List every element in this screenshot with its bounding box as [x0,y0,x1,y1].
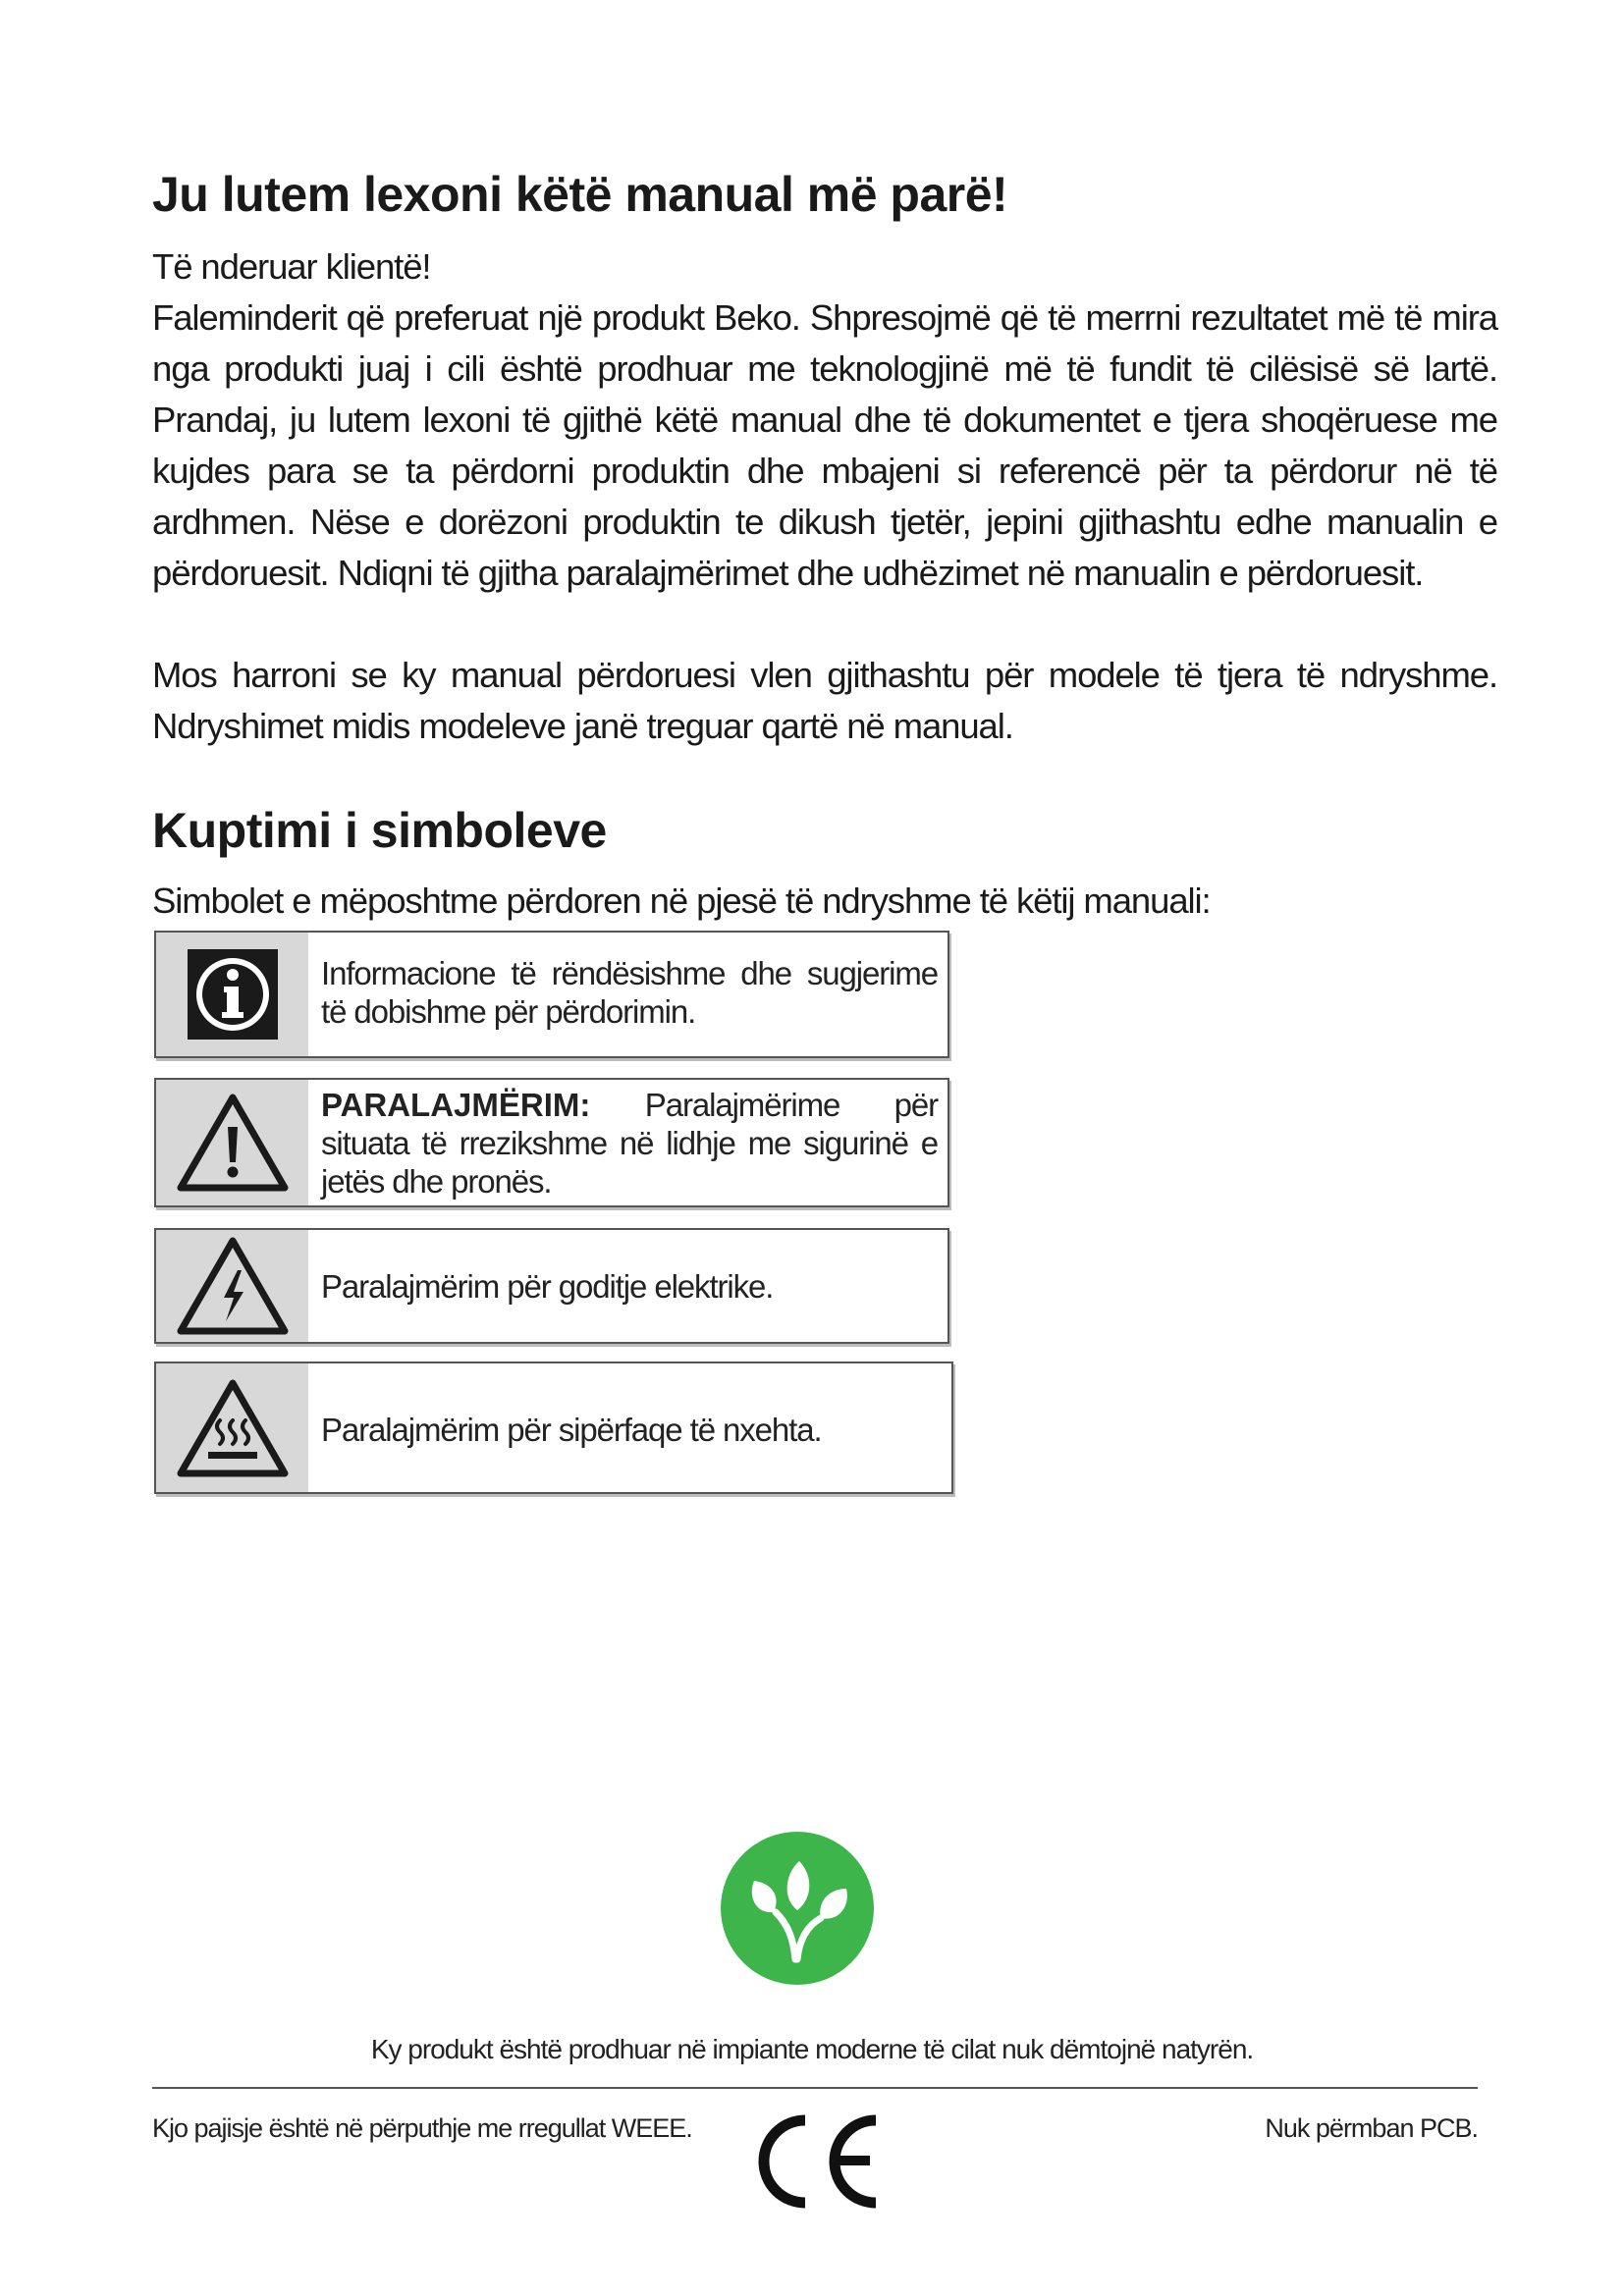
symbol-row-warning [154,1078,949,1207]
electric-shock-icon [175,1235,291,1337]
footer-divider [152,2087,1478,2089]
greeting: Të nderuar klientë! [152,246,431,287]
weee-compliance-note: Kjo pajisje është në përputhje me rregullat WEEE. [152,2113,692,2143]
warning-label: PARALAJMËRIM: [321,1087,591,1123]
symbol-description: Informacione të rëndësishme dhe sugjerime të dobishme për përdorimin. [321,955,938,1030]
eco-leaf-icon [719,1830,876,1987]
ce-mark-icon [744,2110,884,2213]
symbol-row-info [154,931,949,1058]
intro-paragraph: Faleminderit që preferuat një produkt Beko. Shpresojmë që të merrni rezultatet më të mira nga produkti juaj i cili është prodhuar me teknologjinë më të fundit të cilësisë së lartë. Prandaj, ju lutem lexoni të gjithë këtë manual dhe të dokumentet e tjera shoqëruese me kujdes para se ta përdorni produktin dhe mbajeni si referencë për ta përdorur në të ardhmen. Nëse e dorëzoni produktin te dikush tjetër, jepini gjithashtu edhe manualin e përdoruesit. Ndiqni të gjitha paralajmërimet dhe udhëzimet në manualin e përdoruesit. [152,297,1497,593]
symbols-section-intro: Simbolet e mëposhtme përdoren në pjesë të ndryshme të këtij manuali: [152,881,1211,921]
pcb-note: Nuk përmban PCB. [1265,2113,1478,2143]
symbol-row-hot-surface [154,1362,953,1494]
models-note-paragraph: Mos harroni se ky manual përdoruesi vlen gjithashtu për modele të tjera të ndryshme. Ndryshimet midis modeleve janë treguar qartë në manual. [152,655,1497,746]
symbol-row-electric [154,1228,949,1344]
symbol-description: Paralajmërim për sipërfaqe të nxehta. [321,1412,822,1448]
info-icon [184,945,282,1043]
warning-triangle-icon [175,1092,291,1194]
page-title: Ju lutem lexoni këtë manual më parë! [152,167,1008,222]
symbol-description: Paralajmërim për goditje elektrike. [321,1268,774,1305]
symbol-description: PARALAJMËRIM: Paralajmërime për situata të rrezikshme në lidhje me sigurinë e jetës dhe pronës. [321,1087,938,1200]
eco-caption: Ky produkt është prodhuar në impiante moderne të cilat nuk dëmtojnë natyrën. [370,2034,1254,2064]
symbols-section-title: Kuptimi i simboleve [152,803,607,858]
hot-surface-icon [175,1377,291,1479]
